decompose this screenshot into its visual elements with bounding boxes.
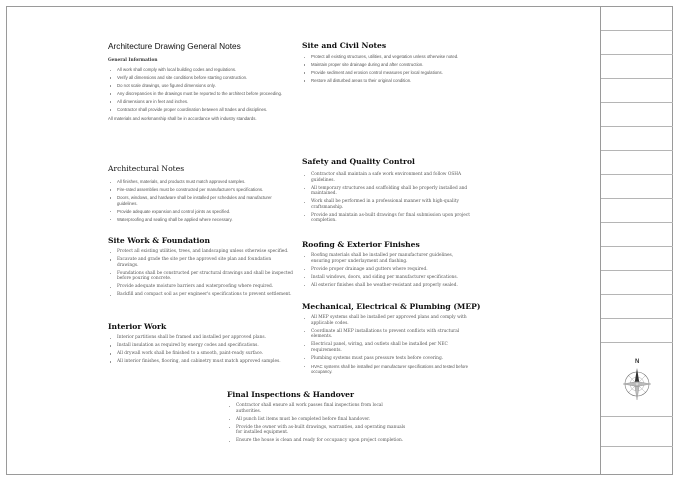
title-block-divider bbox=[601, 30, 673, 31]
site-civil-section bbox=[302, 41, 472, 86]
roofing-list bbox=[302, 253, 472, 288]
mep-list bbox=[302, 315, 472, 375]
list-item: Protect all existing utilities, trees, and landscaping unless otherwise specified. bbox=[108, 249, 293, 255]
list-item: Work shall be performed in a professional manner with high-quality craftsmanship. bbox=[302, 199, 472, 210]
site-civil-heading: Site and Civil Notes bbox=[302, 41, 387, 50]
general-notes-heading: Architecture Drawing General Notes bbox=[108, 41, 241, 51]
architectural-notes-section bbox=[108, 164, 293, 225]
general-information-subheading: General Information bbox=[108, 58, 158, 63]
general-notes-section bbox=[108, 41, 293, 121]
general-notes-closing: All materials and workmanship shall be in accordance with industry standards. bbox=[108, 115, 257, 121]
list-item: Restore all disturbed areas to their original condition. bbox=[302, 78, 472, 84]
list-item: Any discrepancies in the drawings must be reported to the architect before proceeding. bbox=[108, 91, 293, 97]
list-item: Provide and maintain as-built drawings for final submission upon project completion. bbox=[302, 213, 472, 224]
list-item: Waterproofing and sealing shall be applied where necessary. bbox=[108, 217, 293, 223]
list-item: All finishes, materials, and products must match approved samples. bbox=[108, 179, 293, 185]
title-block-divider bbox=[601, 246, 673, 247]
list-item: All punch list items must be completed before final handover. bbox=[227, 417, 407, 423]
list-item: Provide proper drainage and gutters where required. bbox=[302, 267, 472, 273]
title-block-divider bbox=[601, 174, 673, 175]
list-item: Interior partitions shall be framed and installed per approved plans. bbox=[108, 335, 293, 341]
safety-quality-list bbox=[302, 172, 472, 224]
final-inspections-heading: Final Inspections & Handover bbox=[227, 390, 354, 399]
list-item: All temporary structures and scaffolding shall be properly installed and maintained. bbox=[302, 186, 472, 197]
list-item: Electrical panel, wiring, and outlets shall be installed per NEC requirements. bbox=[302, 342, 472, 353]
general-notes-list bbox=[108, 67, 293, 113]
list-item: All interior finishes, flooring, and cabinetry must match approved samples. bbox=[108, 359, 293, 365]
interior-work-list bbox=[108, 335, 293, 365]
interior-work-heading: Interior Work bbox=[108, 322, 167, 331]
list-item: Backfill and compact soil as per engineer's specifications to prevent settlement. bbox=[108, 292, 293, 298]
title-block-divider bbox=[601, 318, 673, 319]
list-item: All MEP systems shall be installed per approved plans and comply with applicable codes. bbox=[302, 315, 472, 326]
list-item: Provide sediment and erosion control measures per local regulations. bbox=[302, 70, 472, 76]
north-arrow-icon bbox=[615, 360, 659, 404]
title-block-divider bbox=[601, 150, 673, 151]
roofing-heading: Roofing & Exterior Finishes bbox=[302, 240, 420, 249]
title-block-divider bbox=[601, 54, 673, 55]
title-block-divider bbox=[601, 294, 673, 295]
list-item: All drywall work shall be finished to a smooth, paint-ready surface. bbox=[108, 351, 293, 357]
title-block-divider bbox=[601, 198, 673, 199]
title-block-divider bbox=[601, 222, 673, 223]
architectural-notes-list bbox=[108, 179, 293, 222]
title-block-divider bbox=[601, 446, 673, 447]
list-item: Do not scale drawings, use figured dimensions only. bbox=[108, 83, 293, 89]
list-item: Provide the owner with as-built drawings, warranties, and operating manuals for installed equipment. bbox=[227, 425, 407, 436]
list-item: Provide adequate moisture barriers and waterproofing where required. bbox=[108, 284, 293, 290]
interior-work-section bbox=[108, 322, 293, 367]
title-block-divider bbox=[601, 270, 673, 271]
list-item: Roofing materials shall be installed per manufacturer guidelines, ensuring proper underlayment and flashing. bbox=[302, 253, 472, 264]
final-inspections-list bbox=[227, 403, 407, 444]
list-item: All dimensions are in feet and inches. bbox=[108, 99, 293, 105]
list-item: Contractor shall provide proper coordination between all trades and disciplines. bbox=[108, 107, 293, 113]
list-item: Contractor shall maintain a safe work environment and follow OSHA guidelines. bbox=[302, 172, 472, 183]
list-item: Provide adequate expansion and control joints as specified. bbox=[108, 209, 293, 215]
list-item: Protect all existing structures, utilities, and vegetation unless otherwise noted. bbox=[302, 54, 472, 60]
list-item: Excavate and grade the site per the approved site plan and foundation drawings. bbox=[108, 257, 293, 268]
list-item: Doors, windows, and hardware shall be installed per schedules and manufacturer guidelines. bbox=[108, 195, 293, 206]
list-item: HVAC systems shall be installed per manufacturer specifications and tested before occupancy. bbox=[302, 364, 472, 375]
title-block-divider bbox=[601, 126, 673, 127]
title-block-divider bbox=[601, 102, 673, 103]
list-item: All work shall comply with local building codes and regulations. bbox=[108, 67, 293, 73]
list-item: Install windows, doors, and siding per manufacturer specifications. bbox=[302, 275, 472, 281]
safety-quality-heading: Safety and Quality Control bbox=[302, 157, 415, 166]
list-item: All exterior finishes shall be weather-resistant and properly sealed. bbox=[302, 283, 472, 289]
list-item: Install insulation as required by energy codes and specifications. bbox=[108, 343, 293, 349]
site-work-list bbox=[108, 249, 293, 298]
final-inspections-section bbox=[227, 390, 407, 446]
list-item: Foundations shall be constructed per structural drawings and shall be inspected before pouring concrete. bbox=[108, 271, 293, 282]
mep-heading: Mechanical, Electrical & Plumbing (MEP) bbox=[302, 302, 481, 311]
title-block-divider bbox=[601, 416, 673, 417]
list-item: Fire-rated assemblies must be constructed per manufacturer's specifications. bbox=[108, 187, 293, 193]
mep-section bbox=[302, 302, 481, 377]
title-block-divider bbox=[601, 342, 673, 343]
list-item: Coordinate all MEP installations to prevent conflicts with structural elements. bbox=[302, 329, 472, 340]
architectural-notes-heading: Architectural Notes bbox=[108, 164, 185, 173]
site-civil-list bbox=[302, 54, 472, 84]
list-item: Plumbing systems must pass pressure tests before covering. bbox=[302, 356, 472, 362]
site-work-section bbox=[108, 236, 293, 300]
title-block-divider bbox=[601, 78, 673, 79]
north-label: N bbox=[635, 359, 640, 365]
list-item: Ensure the house is clean and ready for occupancy upon project completion. bbox=[227, 438, 407, 444]
site-work-heading: Site Work & Foundation bbox=[108, 236, 211, 245]
safety-quality-section bbox=[302, 157, 472, 226]
title-block bbox=[600, 6, 673, 475]
list-item: Contractor shall ensure all work passes final inspections from local authorities. bbox=[227, 403, 407, 414]
list-item: Maintain proper site drainage during and after construction. bbox=[302, 62, 472, 68]
list-item: Verify all dimensions and site conditions before starting construction. bbox=[108, 75, 293, 81]
roofing-section bbox=[302, 240, 472, 291]
